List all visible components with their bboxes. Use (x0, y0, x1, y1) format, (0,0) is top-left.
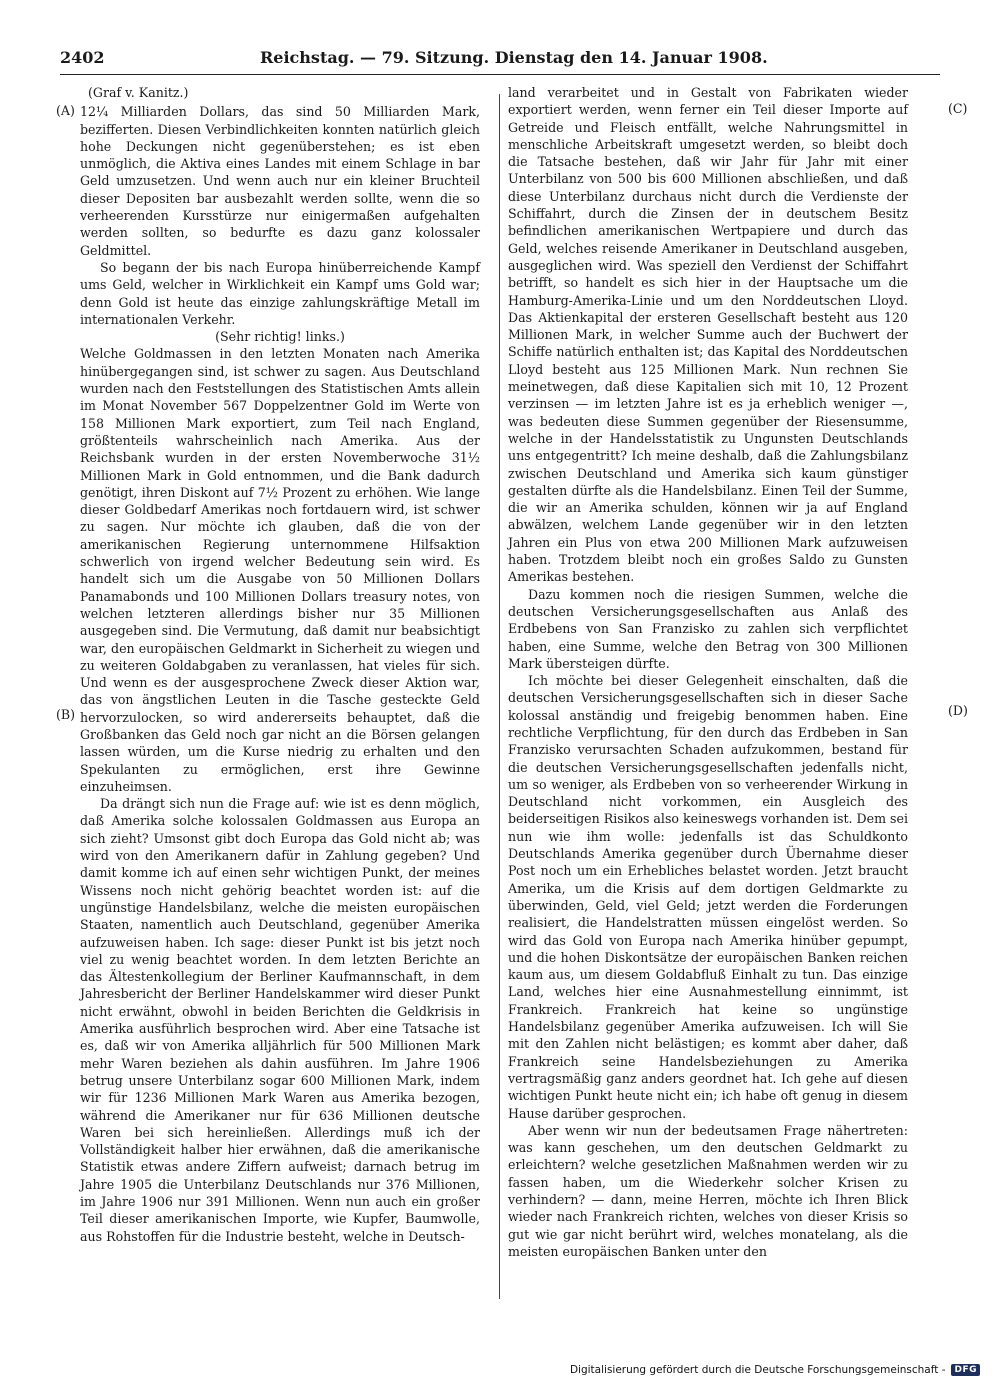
left-column (80, 84, 480, 1245)
margin-marker-c: (C) (948, 101, 968, 116)
footer-text: Digitalisierung gefördert durch die Deutsche Forschungsgemeinschaft - (569, 1364, 946, 1376)
page-title: Reichstag. — 79. Sitzung. Dienstag den 14. Januar 1908. (260, 48, 768, 67)
interjection: (Sehr richtig! links.) (215, 329, 345, 345)
paragraph: Dazu kommen noch die riesigen Summen, welche die deutschen Versicherungsgesellschaften aus Anlaß des Erdbebens von San Franzisko zu zahlen sich verpflichtet haben, eine Summe, welche den Betrag von 300 Millionen Mark übersteigen dürfte. (508, 586, 908, 671)
page-header (60, 46, 940, 72)
header-rule (60, 74, 940, 75)
margin-marker-d: (D) (948, 703, 968, 718)
dfg-logo: DFG (951, 1364, 980, 1376)
page-number: 2402 (60, 48, 105, 67)
paragraph: Da drängt sich nun die Frage auf: wie ist es denn möglich, daß Amerika solche kolossalen Goldmassen aus Europa an sich zieht? Umsonst gibt doch Europa das Gold nicht ab; was wird von den Amerikanern dafür in Zahlung gegeben? Und damit komme ich auf einen sehr wichtigen Punkt, der meines Wissens noch nicht gehörig beachtet worden ist: auf die ungünstige Handelsbilanz, welche die meisten europäischen Staaten, namentlich auch Deutschland, gegenüber Amerika aufzuweisen haben. Ich sage: dieser Punkt ist bis jetzt noch viel zu wenig beachtet worden. In dem letzten Berichte an das Ältestenkollegium der Berliner Kaufmannschaft, in dem Jahresbericht der Berliner Handelskammer wird dieser Punkt nicht erwähnt, obwohl in beiden Berichten die Geldkrisis in Amerika ausführlich besprochen wird. Aber eine Tatsache ist es, daß wir von Amerika alljährlich für 500 Millionen Mark mehr Waren beziehen als dahin ausführen. Im Jahre 1906 betrug unsere Unterbilanz sogar 600 Millionen Mark, indem wir für 1236 Millionen Mark Waren aus Amerika bezogen, während die Amerikaner nur für 636 Millionen deutsche Waren bei sich hereinließen. Allerdings muß ich der Vollständigkeit halber hier erwähnen, daß die amerikanische Statistik etwas andere Ziffern aufweist; darnach betrug im Jahre 1905 die Unterbilanz Deutschlands nur 376 Millionen, im Jahre 1906 nur 391 Millionen. Wenn nun auch ein großer Teil dieser amerikanischen Importe, wie Kupfer, Baumwolle, aus Rohstoffen für die Industrie besteht, welche in Deutsch- (80, 796, 480, 1244)
digitization-footer (570, 1364, 980, 1376)
speaker-note: (Graf v. Kanitz.) (88, 85, 189, 100)
paragraph: land verarbeitet und in Gestalt von Fabrikaten wieder exportiert werden, wenn ferner ein Teil dieser Importe auf Getreide und Fleisch entfällt, welche Nahrungsmittel in menschliche Arbeitskraft umgesetzt werden, so bleibt doch die Tatsache bestehen, daß wir Jahr für Jahr mit einer Unterbilanz von 500 bis 600 Millionen abschließen, und daß diese Unterbilanz durchaus nicht durch die Verdienste der Schiffahrt, durch die Zinsen der in deutschem Besitz befindlichen amerikanischen Wertpapiere und durch das Geld, welches reisende Amerikaner in Deutschland ausgeben, ausgeglichen wird. Was speziell den Verdienst der Schiffahrt betrifft, so handelt es sich hier in der Hauptsache um die Hamburg-Amerika-Linie und um den Norddeutschen Lloyd. Das Aktienkapital der ersteren Gesellschaft besteht aus 120 Millionen Mark, in welcher Summe auch der Buchwert der Schiffe natürlich enthalten ist; das Kapital des Norddeutschen Lloyd besteht aus 125 Millionen Mark. Nun rechnen Sie meinetwegen, daß diese Kapitalien sich mit 10, 12 Prozent verzinsen — im letzten Jahre ist es ja erheblich weniger —, was bedeuten diese Summen gegenüber der Riesensumme, welche in der Handelsstatistik zu Ungunsten Deutschlands uns entgegentritt? Ich meine deshalb, daß die Zahlungsbilanz zwischen Deutschland und Amerika sich kaum günstiger gestalten dürfte als die Handelsbilanz. Einen Teil der Summe, die wir an Amerika schulden, können wir ja auf England abwälzen, welchem Lande gegenüber wir in den letzten Jahren ein Plus von etwa 200 Millionen Mark aufzuweisen haben. Trotzdem bleibt noch ein großes Saldo zu Gunsten Amerikas bestehen. (508, 85, 908, 585)
paragraph: Aber wenn wir nun der bedeutsamen Frage nähertreten: was kann geschehen, um den deutschen Geldmarkt zu erleichtern? welche gesetzlichen Maßnahmen werden wir zu fassen haben, um die Wiederkehr solcher Krisen zu verhindern? — dann, meine Herren, möchte ich Ihren Blick wieder nach Frankreich richten, welches von dieser Krisis so gut wie gar nicht berührt wird, welches monatelang, als die meisten europäischen Banken unter den (508, 1122, 908, 1259)
paragraph: 12¼ Milliarden Dollars, das sind 50 Milliarden Mark, bezifferten. Diesen Verbindlichkeiten konnten natürlich gleich hohe Deckungen nicht gegenüberstehen; es ist eben unmöglich, die Aktiva eines Landes mit einem Schlage in bar Geld umzusetzen. Und wenn auch nur ein kleiner Bruchteil dieser Depositen bar ausbezahlt werden sollte, wenn die so verheerenden Kursstürze nur einigermaßen aufgehalten werden sollten, so bedurfte es dazu ganz kolossaler Geldmittel. (80, 104, 480, 258)
paragraph: So begann der bis nach Europa hinüberreichende Kampf ums Geld, welcher in Wirklichkeit ein Kampf ums Gold war; denn Gold ist heute das einzige zahlungskräftige Metall im internationalen Verkehr. (80, 259, 480, 327)
paragraph: Welche Goldmassen in den letzten Monaten nach Amerika hinübergegangen sind, ist schwer zu sagen. Aus Deutschland wurden nach den Feststellungen des Statistischen Amts allein im Monat November 567 Doppelzentner Gold im Werte von 158 Millionen Mark exportiert, zum Teil nach England, größtenteils wahrscheinlich nach Amerika. Aus der Reichsbank wurden in der ersten Novemberwoche 31½ Millionen Mark in Gold entnommen, und die Bank dadurch genötigt, ihren Diskont auf 7½ Prozent zu erhöhen. Wie lange dieser Goldbedarf Amerikas noch fortdauern wird, ist schwer zu sagen. Nur möchte ich glauben, daß die von der amerikanischen Regierung unternommene Hilfsaktion schwerlich von irgend welcher Bedeutung sein wird. Es handelt sich um die Ausgabe von 50 Millionen Dollars Panamabonds und 100 Millionen Dollars treasury notes, von welchen letzteren allerdings bisher nur 35 Millionen ausgegeben sind. Die Vermutung, daß damit nur beabsichtigt war, den europäischen Geldmarkt in Sicherheit zu wiegen und zu weiteren Goldabgaben zu veranlassen, hat vieles für sich. Und wenn es der ausgesprochene Zweck dieser Aktion war, das von ängstlichen Leuten in die Tasche gesteckte Geld hervorzulocken, so wird andererseits behauptet, daß die Großbanken das Geld noch gar nicht an die Börsen gelangen lassen würden, um die Kurse niedrig zu erhalten und den Spekulanten zu ermöglichen, erst ihre Gewinne einzuheimsen. (80, 346, 480, 794)
column-divider (499, 94, 500, 1299)
margin-marker-b: (B) (56, 707, 76, 722)
paragraph: Ich möchte bei dieser Gelegenheit einschalten, daß die deutschen Versicherungsgesellschaften sich in dieser Sache kolossal anständig und freigebig benommen haben. Eine rechtliche Verpflichtung, für den durch das Erdbeben in San Franzisko verursachten Schaden aufzukommen, bestand für die deutschen Versicherungsgesellschaften jedenfalls nicht, um so weniger, als Erdbeben von so verheerender Wirkung in Deutschland nicht vorkommen, ein Ausgleich des beiderseitigen Risikos also keineswegs vorhanden ist. Dem sei nun wie ihm wolle: jedenfalls ist das Schuldkonto Deutschlands Amerika gegenüber durch Übernahme dieser Post noch um ein Erhebliches belastet worden. Jetzt braucht Amerika, um die Krisis auf dem dortigen Geldmarkte zu überwinden, Geld, viel Geld; jetzt werden die Forderungen realisiert, die Handelstratten müssen eingelöst werden. So wird das Gold von Europa nach Amerika hinüber gepumpt, und die hohen Diskontsätze der europäischen Banken reichen kaum aus, um diesem Goldabfluß Einhalt zu tun. Das einzige Land, welches hier eine Ausnahmestellung einnimmt, ist Frankreich. Frankreich hat keine so ungünstige Handelsbilanz gegenüber Amerika aufzuweisen. Ich will Sie mit den Zahlen nicht belästigen; es kommt aber daher, daß Frankreich seine Handelsbeziehungen zu Amerika vertragsmäßig ganz anders geordnet hat. Ich gehe auf diesen wichtigen Punkt heute nicht ein; ich habe oft genug in diesem Hause darüber gesprochen. (508, 673, 908, 1121)
margin-marker-a: (A) (56, 103, 75, 118)
right-column (508, 84, 908, 1260)
